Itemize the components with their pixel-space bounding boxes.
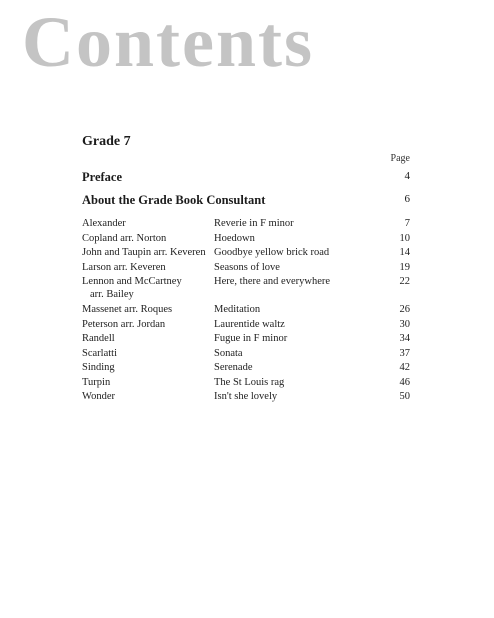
toc-section-consultant[interactable]: [82, 193, 410, 208]
composer-line-2: arr. Bailey: [90, 289, 134, 300]
toc-entry[interactable]: [82, 261, 410, 276]
entry-page: 30: [399, 318, 410, 330]
toc-entry[interactable]: [82, 376, 410, 391]
toc-entries: [82, 217, 410, 405]
toc-section-preface[interactable]: [82, 170, 410, 185]
section-page: 6: [404, 193, 410, 205]
page-title: Contents: [22, 2, 315, 82]
entry-composer: Scarlatti: [82, 347, 117, 359]
entry-composer: Sinding: [82, 362, 115, 373]
entry-composer: Copland arr. Norton: [82, 232, 167, 244]
toc-entry[interactable]: [82, 347, 410, 362]
entry-composer: Peterson arr. Jordan: [82, 318, 166, 330]
entry-composer: [82, 275, 214, 301]
entry-page: 42: [399, 362, 410, 373]
entry-work: Laurentide waltz: [214, 318, 285, 330]
entry-composer: Larson arr. Keveren: [82, 261, 166, 273]
entry-work: Seasons of love: [214, 261, 280, 273]
entry-page: 26: [399, 304, 410, 315]
entry-page: 37: [399, 347, 410, 359]
entry-work: Fugue in F minor: [214, 333, 288, 344]
entry-page: 34: [399, 333, 410, 344]
entry-page: 46: [399, 376, 410, 388]
entry-work: Serenade: [214, 362, 253, 373]
entry-composer: Randell: [82, 333, 115, 344]
section-label: About the Grade Book Consultant: [82, 193, 266, 207]
page-column-header: Page: [390, 153, 410, 164]
entry-work: The St Louis rag: [214, 376, 285, 388]
toc-entry[interactable]: [82, 246, 410, 261]
entry-page: 19: [399, 261, 410, 273]
entry-work: Hoedown: [214, 232, 255, 244]
toc-entry[interactable]: [82, 318, 410, 333]
entry-page: 50: [399, 391, 410, 402]
toc-entry[interactable]: [82, 303, 410, 318]
section-label: Preface: [82, 170, 123, 184]
composer-line-1: Lennon and McCartney: [82, 276, 182, 287]
entry-work: Reverie in F minor: [214, 218, 294, 229]
toc-entry[interactable]: [82, 217, 410, 232]
entry-work: Here, there and everywhere: [214, 276, 331, 287]
entry-page: 7: [404, 218, 410, 229]
entry-page: 10: [399, 232, 410, 244]
entry-composer: Turpin: [82, 376, 111, 388]
toc-entry[interactable]: [82, 390, 410, 405]
toc-entry[interactable]: [82, 275, 410, 301]
toc-entry[interactable]: [82, 332, 410, 347]
entry-composer: John and Taupin arr. Keveren: [82, 247, 206, 258]
entry-work: Meditation: [214, 304, 261, 315]
entry-work: Sonata: [214, 347, 243, 359]
entry-work: Goodbye yellow brick road: [214, 247, 330, 258]
entry-page: 22: [399, 276, 410, 287]
section-page: 4: [404, 170, 410, 182]
entry-work: Isn't she lovely: [214, 391, 278, 402]
entry-composer: Massenet arr. Roques: [82, 304, 173, 315]
entry-page: 14: [399, 247, 410, 258]
toc-entry[interactable]: [82, 232, 410, 247]
grade-heading: Grade 7: [82, 134, 131, 149]
entry-composer: Wonder: [82, 391, 115, 402]
toc-entry[interactable]: [82, 361, 410, 376]
entry-composer: Alexander: [82, 218, 126, 229]
